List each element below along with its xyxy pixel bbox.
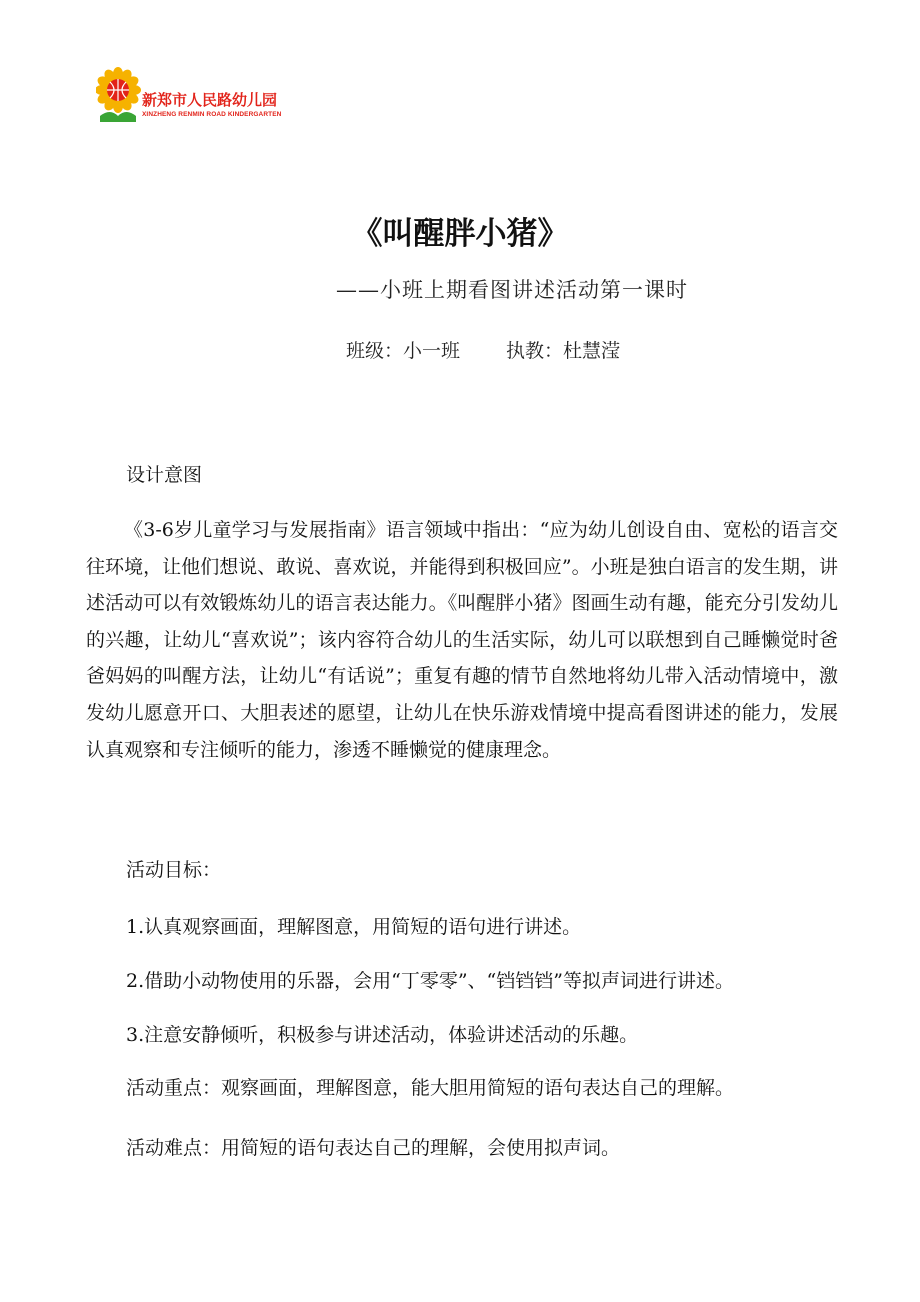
difficulty <box>126 1133 620 1160</box>
teacher-label: 执教：杜慧滢 <box>506 340 621 362</box>
key-point <box>126 1073 734 1100</box>
goals-heading: 活动目标： <box>126 859 222 881</box>
goal-item-1: 1.认真观察画面，理解图意，用简短的语句进行讲述。 <box>126 916 582 938</box>
page-subtitle: ——小班上期看图讲述活动第一课时 <box>336 278 688 302</box>
kindergarten-logo <box>96 66 306 126</box>
key-point-text: 观察画面，理解图意，能大胆用简短的语句表达自己的理解。 <box>221 1077 735 1099</box>
design-paragraph: 《3-6岁儿童学习与发展指南》语言领域中指出：“应为幼儿创设自由、宽松的语言交往环境，让他们想说、敢说、喜欢说，并能得到积极回应”。小班是独白语言的发生期，讲述活动可以有效锻炼幼儿的语言表达能力。《叫醒胖小猪》图画生动有趣，能充分引发幼儿的兴趣，让幼儿“喜欢说”；该内容符合幼儿的生活实际，幼儿可以联想到自己睡懒觉时爸爸妈妈的叫醒方法，让幼儿“有话说”；重复有趣的情节自然地将幼儿带入活动情境中，激发幼儿愿意开口、大胆表述的愿望，让幼儿在快乐游戏情境中提高看图讲述的能力，发展认真观察和专注倾听的能力，渗透不睡懒觉的健康理念。 <box>86 519 838 761</box>
key-point-label: 活动重点： <box>126 1077 222 1099</box>
class-label: 班级：小一班 <box>346 340 461 362</box>
goal-item-2: 2.借助小动物使用的乐器，会用“丁零零”、“铛铛铛”等拟声词进行讲述。 <box>126 970 734 992</box>
sunflower-basketball-icon <box>96 66 144 126</box>
difficulty-label: 活动难点： <box>126 1137 222 1159</box>
logo-name-cn: 新郑市人民路幼儿园 <box>142 91 278 109</box>
page-title: 《叫醒胖小猪》 <box>351 216 569 252</box>
design-heading: 设计意图 <box>126 464 203 486</box>
difficulty-text: 用简短的语句表达自己的理解，会使用拟声词。 <box>221 1137 621 1159</box>
class-info <box>346 336 620 363</box>
goal-item-3: 3.注意安静倾听，积极参与讲述活动，体验讲述活动的乐趣。 <box>126 1024 639 1046</box>
logo-name-en: XINZHENG RENMIN ROAD KINDERGARTEN <box>142 111 282 118</box>
